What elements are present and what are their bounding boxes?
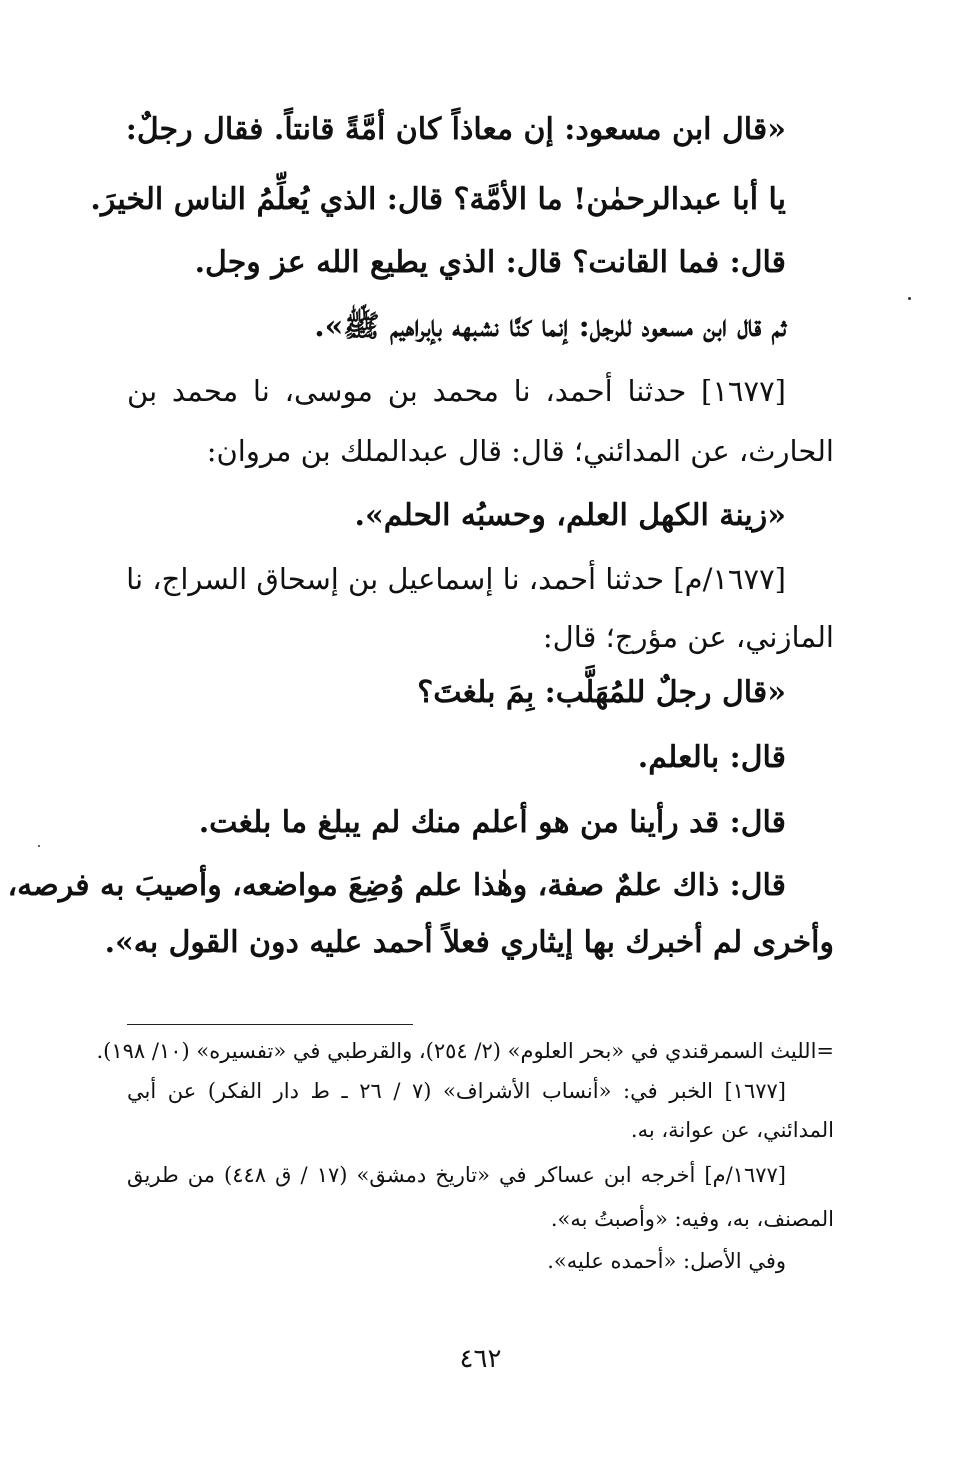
text-line: ثم قال ابن مسعود للرجل: إنما كنَّا نشبهه بإبراهيم ﷺ». [314,309,786,344]
text-line: قال: قد رأينا من هو أعلم منك لم يبلغ ما بلغت. [198,805,786,840]
text-line: «قال رجلٌ للمُهَلَّب: بِمَ بلغتَ؟ [417,675,786,710]
text-line: قال: بالعلم. [637,740,786,775]
footnote-line: وفي الأصل: «أحمده عليه». [547,1249,786,1273]
footnote-separator [127,1024,413,1025]
footnote-line: =الليث السمرقندي في «بحر العلوم» (٢/ ٢٥٤)، والقرطبي في «تفسيره» (١٠/ ١٩٨). [96,1039,834,1063]
text-line: الحارث، عن المدائني؛ قال: قال عبدالملك بن مروان: [206,434,834,468]
text-line: «زينة الكهل العلم، وحسبُه الحلم». [354,498,786,533]
text-line: قال: ذاك علمٌ صفة، وهٰذا علم وُضِعَ مواضعه، وأصيبَ به فرصه، [7,868,786,903]
footnote-line: [١٦٧٧/م] أخرجه ابن عساكر في «تاريخ دمشق» (١٧ / ق ٤٤٨) من طريق [127,1163,786,1187]
footnote-line: [١٦٧٧] الخبر في: «أنساب الأشراف» (٧ / ٢٦ ـ ط دار الفكر) عن أبي [127,1079,786,1103]
text-line: [١٦٧٧/م] حدثنا أحمد، نا إسماعيل بن إسحاق السراج، نا [126,562,786,596]
text-line: «قال ابن مسعود: إن معاذاً كان أمَّةً قانتاً. فقال رجلٌ: [125,112,786,147]
text-line: يا أبا عبدالرحمٰن! ما الأمَّة؟ قال: الذي يُعلِّمُ الناس الخيرَ. [90,182,786,217]
text-line: وأخرى لم أخبرك بها إيثاري فعلاً أحمد عليه دون القول به». [104,925,834,960]
scan-speck [908,297,911,300]
text-line: قال: فما القانت؟ قال: الذي يطيع الله عز وجل. [194,245,786,280]
text-line: المازني، عن مؤرج؛ قال: [542,620,834,654]
footnote-line: المدائني، عن عوانة، به. [630,1118,834,1142]
page-number: ٤٦٢ [459,1344,502,1374]
scan-speck [38,845,40,847]
text-line: [١٦٧٧] حدثنا أحمد، نا محمد بن موسى، نا محمد بن [127,374,786,408]
footnote-line: المصنف، به، وفيه: «وأصبتُ به». [550,1207,834,1231]
